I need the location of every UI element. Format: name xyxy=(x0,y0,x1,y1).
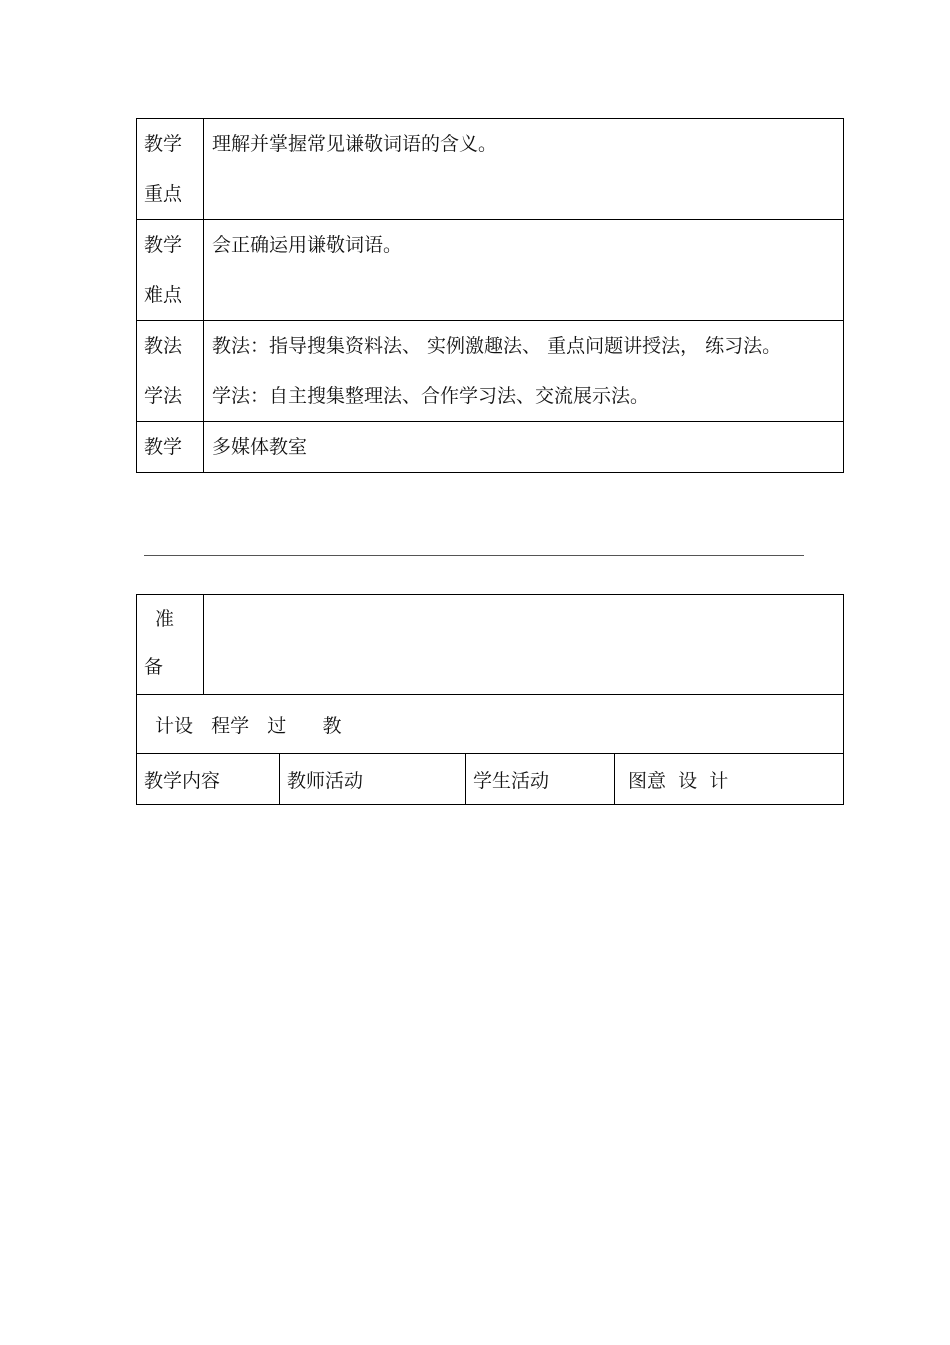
process-title: 计设 程学 过 教 xyxy=(137,695,844,754)
label-line: 教学 xyxy=(144,234,183,256)
difficult-points-row xyxy=(137,220,844,321)
preparation-content xyxy=(204,595,844,695)
label-line: 教学 xyxy=(144,133,183,155)
methods-label xyxy=(137,321,204,422)
label-line: 准 xyxy=(155,608,175,630)
difficult-points-label xyxy=(137,220,204,321)
resources-content xyxy=(204,422,844,473)
resources-label xyxy=(137,422,204,473)
page-break-divider xyxy=(144,555,804,556)
content-text: 会正确运用谦敬词语。 xyxy=(212,234,403,256)
methods-row xyxy=(137,321,844,422)
process-title-row xyxy=(137,695,844,754)
label-line: 教法 xyxy=(144,335,183,357)
column-header-student: 学生活动 xyxy=(466,754,615,805)
teaching-methods-text: 教法：指导搜集资料法、 实例激趣法、 重点问题讲授法， 练习法。 xyxy=(212,335,782,357)
key-points-content xyxy=(204,119,844,220)
column-header-design: 图意 设 计 xyxy=(615,754,844,805)
teaching-process-table xyxy=(136,594,844,805)
column-header-teacher: 教师活动 xyxy=(280,754,466,805)
methods-content xyxy=(204,321,844,422)
label-line: 教学 xyxy=(144,436,183,458)
resources-row xyxy=(137,422,844,473)
content-text: 理解并掌握常见谦敬词语的含义。 xyxy=(212,133,498,155)
column-header-content: 教学内容 xyxy=(137,754,280,805)
learning-methods-text: 学法：自主搜集整理法、合作学习法、交流展示法。 xyxy=(212,385,650,407)
teaching-objectives-table xyxy=(136,118,844,473)
key-points-label xyxy=(137,119,204,220)
difficult-points-content xyxy=(204,220,844,321)
label-line: 难点 xyxy=(144,284,183,306)
label-line: 备 xyxy=(144,656,164,678)
preparation-label xyxy=(137,595,204,695)
preparation-row xyxy=(137,595,844,695)
column-header-row xyxy=(137,754,844,805)
content-text: 多媒体教室 xyxy=(212,436,308,458)
label-line: 重点 xyxy=(144,183,183,205)
key-points-row xyxy=(137,119,844,220)
label-line: 学法 xyxy=(144,385,183,407)
